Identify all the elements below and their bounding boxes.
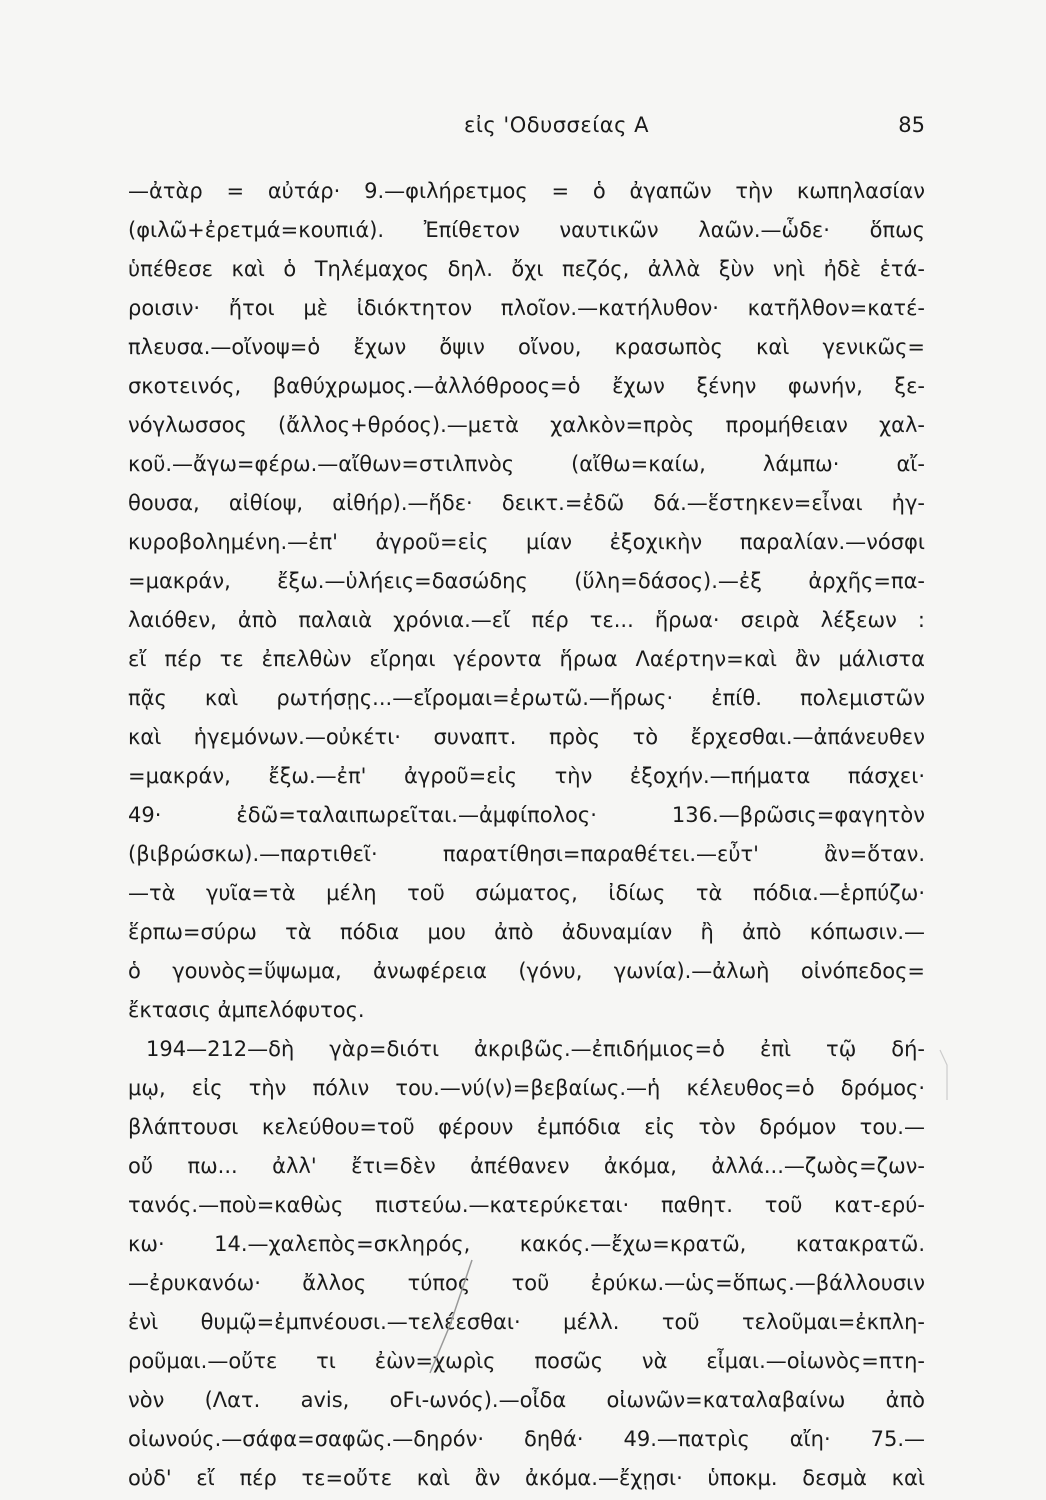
text-line: ροισιν· ἤτοι μὲ ἰδιόκτητον πλοῖον.—κατήλυθον· κατῆλθον=κατέ- bbox=[128, 296, 925, 320]
pencil-mark-icon bbox=[420, 1255, 480, 1375]
text-line: νὸν (Λατ. avis, oFι-ωνός).—οἶδα οἰωνῶν=καταλαβαίνω ἀπὸ bbox=[128, 1388, 925, 1412]
text-line: ὑπέθεσε καὶ ὁ Τηλέμαχος δηλ. ὄχι πεζός, ἀλλὰ ξὺν νηὶ ἠδὲ ἑτά- bbox=[128, 257, 925, 281]
text-line: οὐδ' εἴ πέρ τε=οὔτε καὶ ἂν ἀκόμα.—ἔχῃσι· ὑποκμ. δεσμὰ καὶ bbox=[128, 1466, 925, 1490]
text-line: πλευσα.—οἴνοψ=ὁ ἔχων ὄψιν οἴνου, κρασωπὸς καὶ γενικῶς= bbox=[128, 335, 925, 359]
text-line: οἰωνούς.—σάφα=σαφῶς.—δηρόν· δηθά· 49.—πατρὶς αἴη· 75.— bbox=[128, 1427, 925, 1451]
text-line: (βιβρώσκω).—παρτιθεῖ· παρατίθησι=παραθέτει.—εὖτ' ἂν=ὅταν. bbox=[128, 842, 925, 866]
text-line: (φιλῶ+ἐρετμά=κουπιά). Ἐπίθετον ναυτικῶν λαῶν.—ὧδε· ὅπως bbox=[128, 218, 925, 242]
text-line: κοῦ.—ἄγω=φέρω.—αἴθων=στιλπνὸς (αἴθω=καίω, λάμπω· αἴ- bbox=[128, 452, 925, 476]
text-line: ἐνὶ θυμῷ=ἐμπνέουσι.—τελέεσθαι· μέλλ. τοῦ τελοῦμαι=ἐκπλη- bbox=[128, 1310, 925, 1334]
text-line: ἕρπω=σύρω τὰ πόδια μου ἀπὸ ἀδυναμίαν ἢ ἀπὸ κόπωσιν.— bbox=[128, 920, 925, 944]
text-line: ὁ γουνὸς=ὕψωμα, ἀνωφέρεια (γόνυ, γωνία).—ἀλωὴ οἰνόπεδος= bbox=[128, 959, 925, 983]
text-line: τανός.—ποὺ=καθὼς πιστεύω.—κατερύκεται· παθητ. τοῦ κατ-ερύ- bbox=[128, 1193, 925, 1217]
text-line: —ἀτὰρ = αὐτάρ· 9.—φιλήρετμος = ὁ ἀγαπῶν τὴν κωπηλασίαν bbox=[128, 179, 925, 203]
text-line: βλάπτουσι κελεύθου=τοῦ φέρουν ἐμπόδια εἰς τὸν δρόμον του.— bbox=[128, 1115, 925, 1139]
text-line: πᾷς καὶ ρωτήσῃς...—εἴρομαι=ἐρωτῶ.—ἥρως· ἐπίθ. πολεμιστῶν bbox=[128, 686, 925, 710]
text-line: καὶ ἡγεμόνων.—οὐκέτι· συναπτ. πρὸς τὸ ἔρχεσθαι.—ἀπάνευθεν bbox=[128, 725, 925, 749]
text-line: σκοτεινός, βαθύχρωμος.—ἀλλόθροος=ὁ ἔχων ξένην φωνήν, ξε- bbox=[128, 374, 925, 398]
text-line: =μακράν, ἔξω.—ὑλήεις=δασώδης (ὕλη=δάσος).—ἐξ ἀρχῆς=πα- bbox=[128, 569, 925, 593]
text-line: θουσα, αἰθίοψ, αἰθήρ).—ἥδε· δεικτ.=ἐδῶ δά.—ἕστηκεν=εἶναι ἠγ- bbox=[128, 491, 925, 515]
text-line: ἔκτασις ἀμπελόφυτος. bbox=[128, 998, 365, 1022]
margin-mark-icon bbox=[935, 1045, 955, 1105]
text-line: λαιόθεν, ἀπὸ παλαιὰ χρόνια.—εἴ πέρ τε... ἥρωα· σειρὰ λέξεων : bbox=[128, 608, 925, 632]
text-line: 194—212—δὴ γὰρ=διότι ἀκριβῶς.—ἐπιδήμιος=ὁ ἐπὶ τῷ δή- bbox=[146, 1037, 925, 1061]
text-line: κω· 14.—χαλεπὸς=σκληρός, κακός.—ἔχω=κρατῶ, κατακρατῶ. bbox=[128, 1232, 925, 1256]
commentary-text bbox=[128, 172, 925, 1498]
page-number: 85 bbox=[898, 113, 925, 137]
text-line: =μακράν, ἔξω.—ἐπ' ἀγροῦ=εἰς τὴν ἐξοχήν.—πήματα πάσχει· bbox=[128, 764, 925, 788]
text-line: 49· ἐδῶ=ταλαιπωρεῖται.—ἀμφίπολος· 136.—βρῶσις=φαγητὸν bbox=[128, 803, 925, 827]
running-title: εἰς 'Οδυσσείας Α bbox=[463, 113, 650, 137]
text-line: μῳ, εἰς τὴν πόλιν του.—νύ(ν)=βεβαίως.—ἡ κέλευθος=ὁ δρόμος· bbox=[128, 1076, 925, 1100]
text-line: —τὰ γυῖα=τὰ μέλη τοῦ σώματος, ἰδίως τὰ πόδια.—ἑρπύζω· bbox=[128, 881, 925, 905]
text-line: νόγλωσσος (ἄλλος+θρόος).—μετὰ χαλκὸν=πρὸς προμήθειαν χαλ- bbox=[128, 413, 925, 437]
text-line: ροῦμαι.—οὔτε τι ἐὼν=χωρὶς ποσῶς νὰ εἶμαι.—οἰωνὸς=πτη- bbox=[128, 1349, 925, 1373]
text-line: —ἐρυκανόω· ἄλλος τύπος τοῦ ἐρύκω.—ὡς=ὅπως.—βάλλουσιν bbox=[128, 1271, 925, 1295]
text-line: κυροβολημένη.—ἐπ' ἀγροῦ=εἰς μίαν ἐξοχικὴν παραλίαν.—νόσφι bbox=[128, 530, 925, 554]
text-line: εἴ πέρ τε ἐπελθὼν εἴρηαι γέροντα ἥρωα Λαέρτην=καὶ ἂν μάλιστα bbox=[128, 647, 925, 671]
text-line: οὔ πω... ἀλλ' ἔτι=δὲν ἀπέθανεν ἀκόμα, ἀλλά...—ζωὸς=ζων- bbox=[128, 1154, 925, 1178]
page-header bbox=[128, 113, 925, 153]
